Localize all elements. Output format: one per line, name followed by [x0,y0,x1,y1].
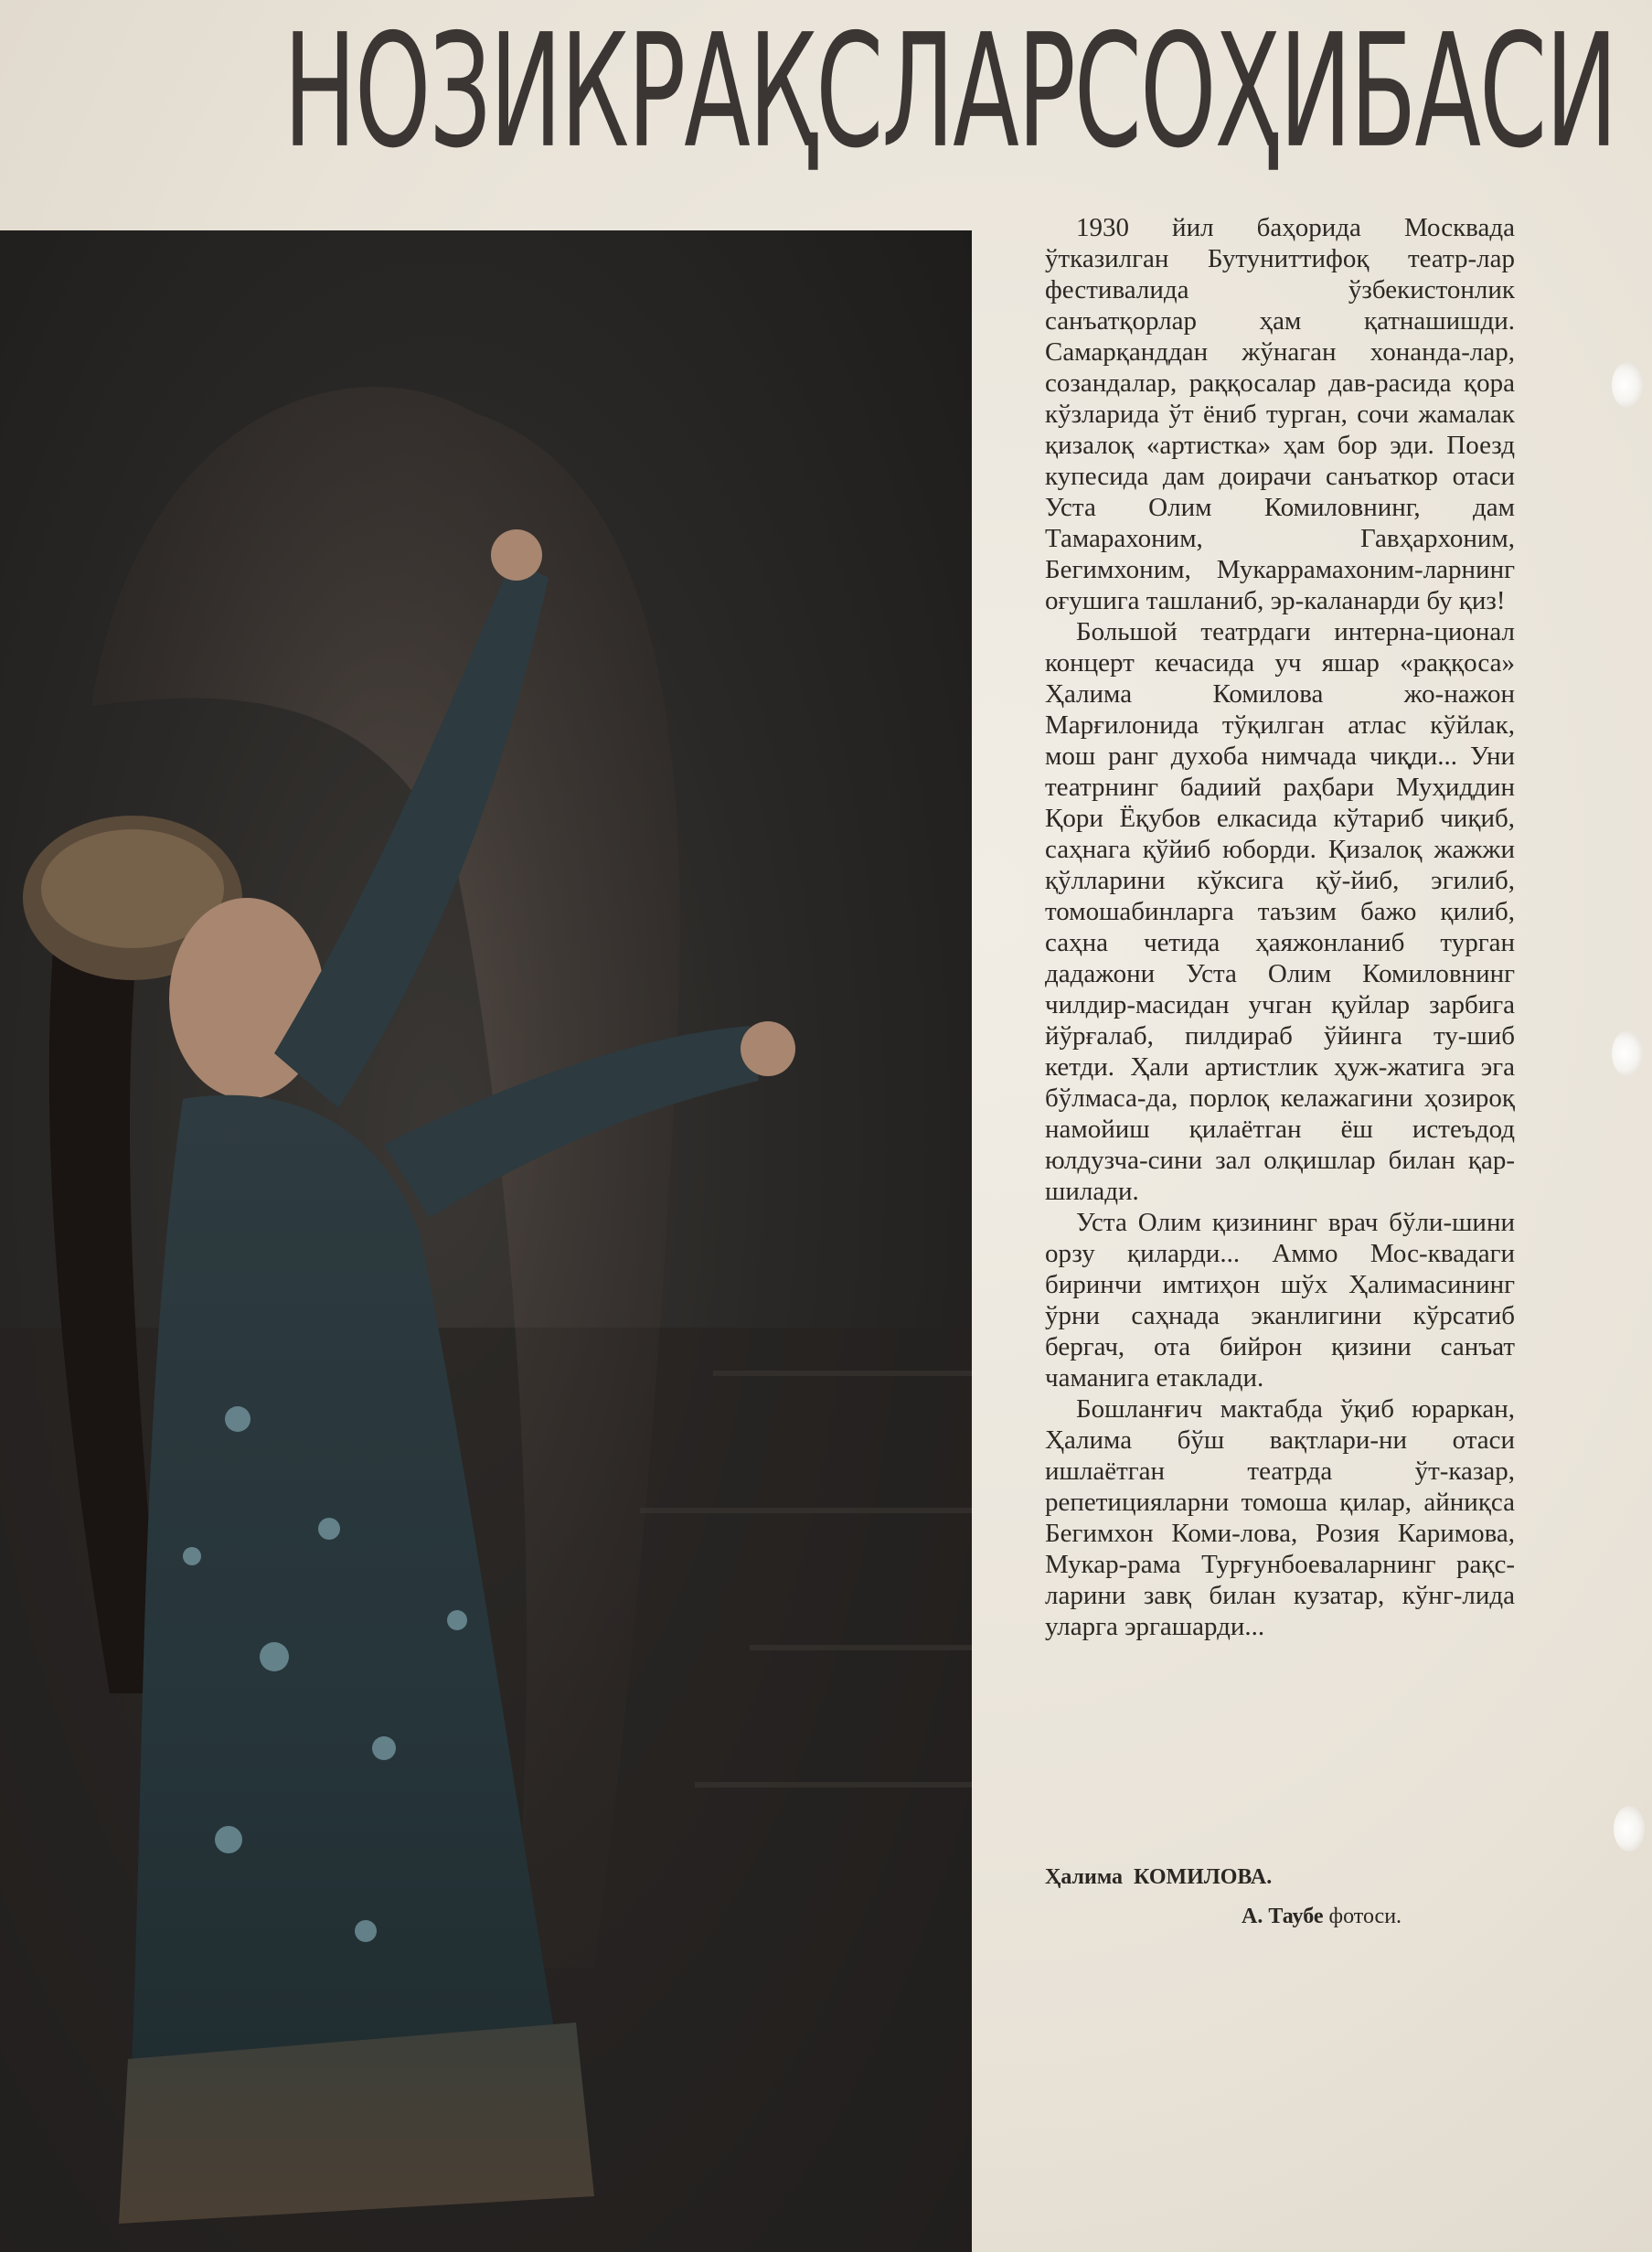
article-paragraph: Большой театрдаги интерна-ционал концерт кечасида уч яшар «раққоса» Ҳалима Комилова жо-нажон Марғилонида тўқилган атлас кўйлак, мош ранг духоба нимчада чиқди... Уни театрнинг бадиий раҳбари Муҳиддин Қори Ёқубов елкасида кўтариб чиқиб, саҳнага қўйиб юборди. Қизалоқ жажжи қўлларини кўксига қў-йиб, эгилиб, томошабинларга таъзим бажо қилиб, саҳна четида ҳаяжонланиб турган дадажони Уста Олим Комиловнинг чилдир-масидан учган қуйлар зарбига йўрғалаб, пилдираб ўйинга ту-шиб кетди. Ҳали артистлик ҳуж-жатига эга бўлмаса-да, порлоқ келажагини ҳозироқ намойиш қилаётган ёш истеъдод юлдузча-сини зал олқишлар билан қар-шилади. [1045,617,1515,1206]
photo-caption-name [1045,1865,1272,1890]
caption-last-name: КОМИЛОВА. [1134,1865,1273,1889]
photo-credit [1242,1905,1402,1929]
article-paragraph: 1930 йил баҳорида Москвада ўтказилган Бутуниттифоқ театр-лар фестивалида ўзбекистонлик санъатқорлар ҳам қатнашишди. Самарқанддан жўнаган хонанда-лар, созандалар, раққосалар дав-расида қора кўзларида ўт ёниб турган, сочи жамалак қизалоқ «артистка» ҳам бор эди. Поезд купесида дам доирачи санъаткор отаси Уста Олим Комиловнинг, дам Тамарахоним, Гавҳархоним, Бегимхоним, Мукаррамахоним-ларнинг оғушига ташланиб, эр-каланарди бу қиз! [1045,213,1515,615]
caption-first-name: Ҳалима [1045,1865,1124,1889]
dancer-illustration [0,230,972,2252]
article-body [1045,212,1515,1642]
article-paragraph: Уста Олим қизининг врач бўли-шини орзу қиларди... Аммо Мос-квадаги биринчи имтиҳон шўх Ҳалимасининг ўрни саҳнада эканлигини кўрсатиб бергач, ота бийрон қизини санъат чаманига етаклади. [1045,1208,1515,1393]
headline-word-2: РАҚСЛАР [627,0,1074,183]
photographer-name: А. Таубе [1242,1905,1324,1928]
headline-word-1: НОЗИК [283,0,628,183]
headline [283,0,1616,183]
photo-credit-suffix: фотоси. [1328,1905,1402,1928]
headline-word-3: СОҲИБАСИ [1073,0,1616,183]
punch-hole [1614,1806,1645,1852]
punch-hole [1612,362,1643,408]
punch-hole [1612,1030,1643,1076]
article-paragraph: Бошланғич мактабда ўқиб юраркан, Ҳалима бўш вақтлари-ни отаси ишлаётган театрда ўт-казар, репетицияларни томоша қилар, айниқса Бегимхон Коми-лова, Розия Каримова, Мукар-рама Турғунбоеваларнинг рақс-ларини завқ билан кузатар, кўнг-лида уларга эргашарди... [1045,1394,1515,1641]
dancer-photo [0,230,972,2252]
